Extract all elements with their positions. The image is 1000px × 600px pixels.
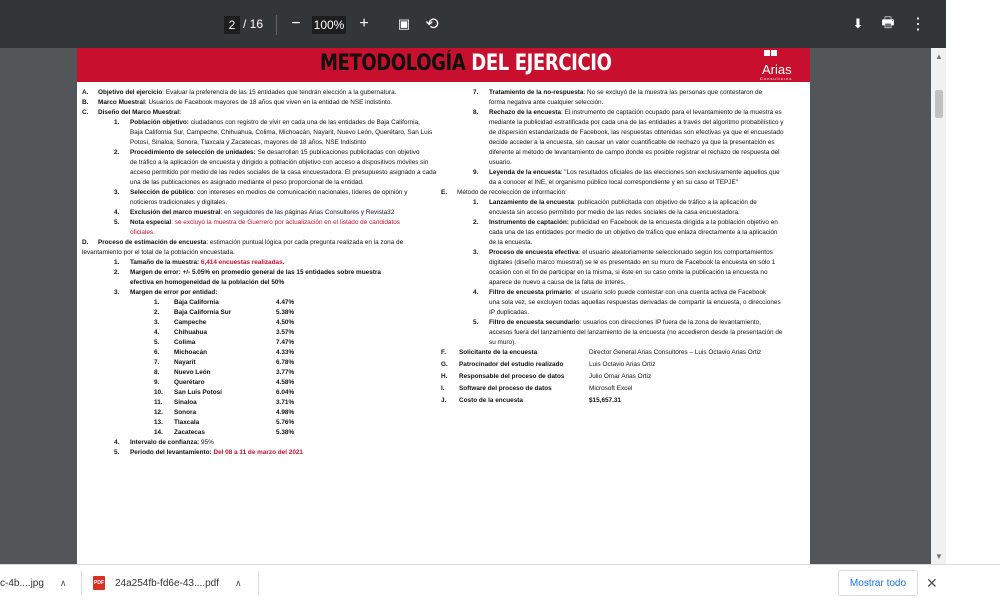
line-text: accesos fuera del lanzamiento del lanzamiento de la encuesta (no accedieron desde la presentación de xyxy=(489,329,783,336)
line-text: IP duplicadas. xyxy=(489,309,530,316)
state-name: Sinaloa xyxy=(174,399,197,406)
line-body xyxy=(130,448,303,458)
state-name: Nayarit xyxy=(174,359,196,366)
state-margin: 3.77% xyxy=(276,369,295,376)
line-body xyxy=(98,108,181,118)
page-title xyxy=(320,51,612,76)
state-number: 2. xyxy=(154,309,160,316)
line-body xyxy=(489,98,603,108)
line-text: Del 08 a 11 de marzo del 2021 xyxy=(211,449,303,456)
more-actions-icon[interactable]: ⋮ xyxy=(910,16,926,33)
line-body xyxy=(489,168,780,178)
item-marker: 9. xyxy=(473,169,479,176)
line-body xyxy=(130,138,366,148)
line-text: : Evaluar la preferencia de las 15 entidades que tendrán elección a la gubernatura. xyxy=(162,89,397,96)
state-name: Baja California xyxy=(174,299,219,306)
item-marker: E. xyxy=(441,189,448,196)
item-marker: 4. xyxy=(114,209,120,216)
item-marker: B. xyxy=(82,99,89,106)
line-text: : con intereses en medios de comunicación nacionales, líderes de opinión y xyxy=(193,189,408,196)
line-text: Método de recolección de información: xyxy=(457,189,567,196)
line-body xyxy=(489,148,780,158)
line-body xyxy=(489,308,529,318)
line-bold: Exclusión del marco muestral xyxy=(130,209,221,216)
line-body xyxy=(489,88,762,98)
state-margin: 5.38% xyxy=(276,429,295,436)
fact-value: Julio Omar Arias Ortiz xyxy=(589,373,652,380)
line-text: digitales (diseño marco muestral) se le es presentado en su muro de Facebook la encuesta en sólo 1 xyxy=(489,259,776,266)
fact-marker: H. xyxy=(441,373,448,380)
state-margin: 4.50% xyxy=(276,319,295,326)
line-body xyxy=(98,238,403,248)
line-body xyxy=(130,218,400,228)
line-text: oficiales. xyxy=(130,229,155,236)
line-body xyxy=(130,188,407,198)
close-icon[interactable]: ✕ xyxy=(926,575,938,591)
line-body xyxy=(130,438,214,448)
title-word-2: DEL EJERCICIO xyxy=(471,51,612,76)
line-text: : estimación puntual lógica por cada pregunta realizada en la zona de xyxy=(206,239,404,246)
line-body xyxy=(489,318,761,328)
state-margin: 3.71% xyxy=(276,399,295,406)
download-item-pdf[interactable] xyxy=(93,573,242,593)
line-text: : se excluyó la muestra de Guerrero por actualización en el listado de candidatos xyxy=(171,219,400,226)
fact-value: Luis Octavio Arias Ortiz xyxy=(589,361,656,368)
line-body xyxy=(130,148,420,158)
line-text: su muro). xyxy=(489,339,516,346)
line-body xyxy=(489,338,516,348)
scrollbar[interactable] xyxy=(931,48,946,564)
line-bold: Selección de público xyxy=(130,189,194,196)
line-text: de dispersión estandarizada de Facebook, las respuestas obtenidas son efectivas ya que el encuestado xyxy=(489,129,784,136)
line-body xyxy=(130,278,284,288)
page-number-input[interactable]: 2 xyxy=(224,16,240,34)
line-text: da a conocer el INE, el organismo público local correspondiente y en su caso el TEPJE" xyxy=(489,179,739,186)
scrollbar-thumb[interactable] xyxy=(935,90,943,118)
line-body xyxy=(489,298,781,308)
item-marker: 4. xyxy=(114,439,120,446)
line-text: noticieros tradicionales y digitales. xyxy=(130,199,227,206)
line-bold: Filtro de encuesta primario xyxy=(489,289,572,296)
state-margin: 3.57% xyxy=(276,329,295,336)
line-bold: Objetivo del ejercicio xyxy=(98,89,163,96)
state-name: Chihuahua xyxy=(174,329,208,336)
line-body xyxy=(489,118,784,128)
line-text: : Usuarios de Facebook mayores de 18 años que viven en la entidad de NSE indistinto. xyxy=(144,99,393,106)
print-icon[interactable]: 🖶 xyxy=(881,14,895,30)
line-bold: efectiva en homogeneidad de la población del 50% xyxy=(130,279,285,286)
line-body xyxy=(489,208,740,218)
state-margin: 6.04% xyxy=(276,389,295,396)
line-text: : publicación publicitada con objetivo de tráfico a la aplicación de xyxy=(573,199,757,206)
line-body xyxy=(489,138,775,148)
line-body xyxy=(489,128,784,138)
state-margin: 5.38% xyxy=(276,309,295,316)
line-text: de tráfico a la aplicación de encuesta y dirigido a población objetivo con acceso a dispositivos móviles sin xyxy=(130,159,429,166)
item-marker: 5. xyxy=(114,219,120,226)
item-marker: 1. xyxy=(114,119,120,126)
state-number: 14. xyxy=(154,429,163,436)
arias-logo xyxy=(758,50,804,80)
line-bold: Diseño del Marco Muestral: xyxy=(98,109,182,116)
line-text: : el usuario solo puede contestar con una cuenta activa de Facebook xyxy=(571,289,767,296)
state-name: Zacatecas xyxy=(174,429,205,436)
item-marker: 1. xyxy=(473,199,479,206)
line-text: : usuarios con direcciones IP fuera de la zona de levantamiento, xyxy=(579,319,761,326)
line-bold: Leyenda de la encuesta xyxy=(489,169,561,176)
fact-label: Costo de la encuesta xyxy=(459,397,523,404)
scroll-up-icon[interactable]: ▲ xyxy=(935,52,943,61)
line-body xyxy=(130,258,284,268)
line-bold: Margen de error: +/- 5.05% en promedio general de las 15 entidades sobre muestra xyxy=(130,269,381,276)
line-body xyxy=(130,128,432,138)
line-text: : en seguidores de las páginas Arias Consultores y Revista32 xyxy=(220,209,395,216)
item-marker: 2. xyxy=(114,149,120,156)
state-margin: 6.78% xyxy=(276,359,295,366)
line-text: aparece de nuevo a causa de la falta de interés. xyxy=(489,279,626,286)
state-number: 9. xyxy=(154,379,160,386)
state-margin: 4.58% xyxy=(276,379,295,386)
pdf-file-icon: PDF xyxy=(93,576,105,590)
line-bold: Nota especial xyxy=(130,219,172,226)
line-body xyxy=(130,288,217,298)
line-text: Potosí, Sinaloa, Sonora, Tlaxcala y Zacatecas, mayores de 18 años, NSE Indistinto xyxy=(130,139,367,146)
state-margin: 4.98% xyxy=(276,409,295,416)
fact-marker: G. xyxy=(441,361,448,368)
show-all-downloads-button[interactable]: Mostrar todo xyxy=(838,570,918,596)
state-number: 8. xyxy=(154,369,160,376)
item-marker: 3. xyxy=(114,189,120,196)
zoom-in-button[interactable]: + xyxy=(359,15,369,32)
line-text: de la encuesta. xyxy=(489,239,533,246)
state-margin: 7.47% xyxy=(276,339,295,346)
item-marker: 2. xyxy=(114,269,120,276)
download-filename: c-4b....jpg xyxy=(0,577,44,589)
state-name: Michoacán xyxy=(174,349,208,356)
scroll-down-icon[interactable]: ▼ xyxy=(935,552,943,561)
download-icon[interactable]: ⬇ xyxy=(852,16,864,31)
line-bold: Población objetivo: xyxy=(130,119,189,126)
fact-label: Patrocinador del estudio realizado xyxy=(459,361,564,368)
line-body xyxy=(489,258,775,268)
title-banner xyxy=(77,48,810,82)
line-body xyxy=(130,158,428,168)
line-bold: Lanzamiento de la encuesta xyxy=(489,199,574,206)
download-filename: 24a254fb-fd6e-43....pdf xyxy=(115,577,219,589)
item-marker: 4. xyxy=(473,289,479,296)
line-text: usuario. xyxy=(489,159,512,166)
state-number: 6. xyxy=(154,349,160,356)
chevron-up-icon[interactable]: ∧ xyxy=(234,577,242,588)
line-bold: Procedimiento de selección de unidades: xyxy=(130,149,256,156)
line-body xyxy=(130,118,420,128)
line-body xyxy=(489,228,777,238)
state-name: Baja California Sur xyxy=(174,309,232,316)
state-name: Colima xyxy=(174,339,196,346)
fit-page-icon[interactable]: ▣ xyxy=(397,16,411,31)
line-text: Baja California Sur, Campeche, Chihuahua, Colima, Michoacán, Nayarit, Nuevo León, Querétaro, San Luis xyxy=(130,129,433,136)
fact-marker: I. xyxy=(441,385,445,392)
line-bold: Tamaño de la muestra: xyxy=(130,259,200,266)
fact-value: Director General Arias Consultores – Luis Octavio Arias Ortiz xyxy=(589,349,762,356)
line-body xyxy=(130,178,364,188)
line-text: acceso permitido por medio de las redes sociales de la casa encuestadora. El presupuesto asignado a cada xyxy=(130,169,437,176)
item-marker: 3. xyxy=(114,289,120,296)
item-marker: 7. xyxy=(473,89,479,96)
state-number: 5. xyxy=(154,339,160,346)
line-bold: Proceso de estimación de encuesta xyxy=(98,239,207,246)
line-text: forma negativa ante cualquier selección. xyxy=(489,99,604,106)
line-text: decide acceder a la encuesta, sin causar un valor cuantificable de rechazo ya que la presentación es xyxy=(489,139,775,146)
line-body xyxy=(130,228,155,238)
line-body xyxy=(489,248,773,258)
item-marker: 2. xyxy=(473,219,479,226)
state-name: Nuevo León xyxy=(174,369,211,376)
line-body xyxy=(489,218,778,228)
line-body xyxy=(130,168,436,178)
state-name: Tlaxcala xyxy=(174,419,200,426)
line-text: ocasión con el fin de participar en la misma, si éste en su caso omite la publicación la encuesta no xyxy=(489,269,768,276)
state-number: 3. xyxy=(154,319,160,326)
state-number: 11. xyxy=(154,399,163,406)
fact-label: Responsable del proceso de datos xyxy=(459,373,565,380)
item-marker: 5. xyxy=(114,449,120,456)
line-bold: Marco Muestral xyxy=(98,99,145,106)
line-body xyxy=(489,198,757,208)
line-text: Se desarrollan 15 publicaciones publicitadas con objetivo xyxy=(255,149,420,156)
zoom-level-input[interactable]: 100% xyxy=(313,18,345,32)
state-name: Sonora xyxy=(174,409,197,416)
line-text: cada una de las entidades por medio de un objetivo de tráfico que enlaza directamente a la aplicación xyxy=(489,229,778,236)
title-word-1: METODOLOGÍA xyxy=(320,51,466,76)
line-body xyxy=(130,268,381,278)
item-marker: 3. xyxy=(473,249,479,256)
line-text: 6,414 encuestas realizadas. xyxy=(199,259,285,266)
pdf-page xyxy=(77,48,810,564)
line-bold: Rechazo de la encuesta xyxy=(489,109,562,116)
item-marker: A. xyxy=(82,89,89,96)
state-number: 4. xyxy=(154,329,160,336)
state-name: Querétaro xyxy=(174,379,205,386)
fact-marker: J. xyxy=(441,397,447,404)
toolbar-divider xyxy=(276,15,277,35)
line-bold: Intervalo de confianza: xyxy=(130,439,200,446)
line-text: una de las publicaciones es asignado mediante el peso proporcional de la entidad. xyxy=(130,179,364,186)
line-bold: Instrumento de captación: xyxy=(489,219,569,226)
line-body xyxy=(489,288,766,298)
line-bold: Margen de error por entidad: xyxy=(130,289,218,296)
state-name: San Luis Potosí xyxy=(174,389,222,396)
line-body xyxy=(489,278,625,288)
state-margin: 4.47% xyxy=(276,299,295,306)
line-body xyxy=(489,328,782,338)
line-text: diferente al método de levantamiento de campo donde es posible registrar el rechazo de respuesta del xyxy=(489,149,780,156)
line-text: una sola vez, se excluyen todas aquellas respuestas derivadas de compartir la encuesta, o direcciones xyxy=(489,299,781,306)
fact-marker: F. xyxy=(441,349,446,356)
state-number: 1. xyxy=(154,299,160,306)
line-body xyxy=(489,158,512,168)
line-text: 95% xyxy=(199,439,214,446)
line-body xyxy=(130,198,227,208)
line-body xyxy=(98,88,396,98)
state-number: 10. xyxy=(154,389,163,396)
download-divider xyxy=(258,571,259,595)
rotate-icon[interactable]: ⟲ xyxy=(425,16,439,33)
line-body xyxy=(489,268,768,278)
item-marker: 1. xyxy=(114,259,120,266)
fact-value: $15,657.31 xyxy=(589,397,621,404)
fact-label: Solicitante de la encuesta xyxy=(459,349,538,356)
logo-subtext: Consultores xyxy=(760,76,793,81)
line-body xyxy=(489,238,532,248)
state-margin: 4.33% xyxy=(276,349,295,356)
state-margin: 5.76% xyxy=(276,419,295,426)
download-item-jpg[interactable] xyxy=(0,573,67,593)
line-body xyxy=(98,98,392,108)
item-marker: 5. xyxy=(473,319,479,326)
state-name: Campeche xyxy=(174,319,207,326)
line-text: : No se excluyó de la muestra las personas que contestaron de xyxy=(583,89,763,96)
zoom-out-button[interactable]: − xyxy=(291,15,301,32)
line-body xyxy=(489,108,782,118)
line-text: : El instrumento de captación ocupado para el levantamiento de la muestra es xyxy=(561,109,782,116)
line-text: levantamiento por el total de la población encuestada. xyxy=(82,249,235,256)
line-text: encuesta sin acceso permitido por medio de las redes sociales de la casa encuestadora. xyxy=(489,209,740,216)
line-bold: Proceso de encuesta efectiva xyxy=(489,249,579,256)
line-text: publicidad en Facebook de la encuesta dirigida a la población objetivo en xyxy=(568,219,778,226)
state-number: 12. xyxy=(154,409,163,416)
line-bold: Periodo del levantamiento: xyxy=(130,449,212,456)
fact-value: Microsoft Excel xyxy=(589,385,633,392)
downloads-bar xyxy=(0,564,1000,600)
pdf-toolbar xyxy=(0,0,946,48)
chevron-up-icon[interactable]: ∧ xyxy=(59,577,67,588)
state-number: 7. xyxy=(154,359,160,366)
download-divider xyxy=(81,571,82,595)
line-bold: Tratamiento de la no-respuesta xyxy=(489,89,584,96)
line-body xyxy=(82,248,235,258)
line-text: mediante la publicidad estratificada por cada una de las entidades a través del algoritmo probabilístico y xyxy=(489,119,784,126)
line-body xyxy=(457,188,567,198)
line-body xyxy=(130,208,394,218)
fact-label: Software del proceso de datos xyxy=(459,385,552,392)
line-body xyxy=(489,178,738,188)
item-marker: D. xyxy=(82,239,89,246)
logo-text: Arias xyxy=(762,62,792,77)
page-total: / 16 xyxy=(243,17,264,31)
state-number: 13. xyxy=(154,419,163,426)
line-text: : "Los resultados oficiales de las elecciones son exclusivamente aquellos que xyxy=(560,169,780,176)
line-text: ciudadanos con registro de vivir en cada una de las entidades de Baja California, xyxy=(188,119,420,126)
item-marker: 8. xyxy=(473,109,479,116)
line-bold: Filtro de encuesta secundario xyxy=(489,319,580,326)
line-text: : el usuario aleatoriamente seleccionado según los comportamientos xyxy=(578,249,773,256)
item-marker: C. xyxy=(82,109,89,116)
